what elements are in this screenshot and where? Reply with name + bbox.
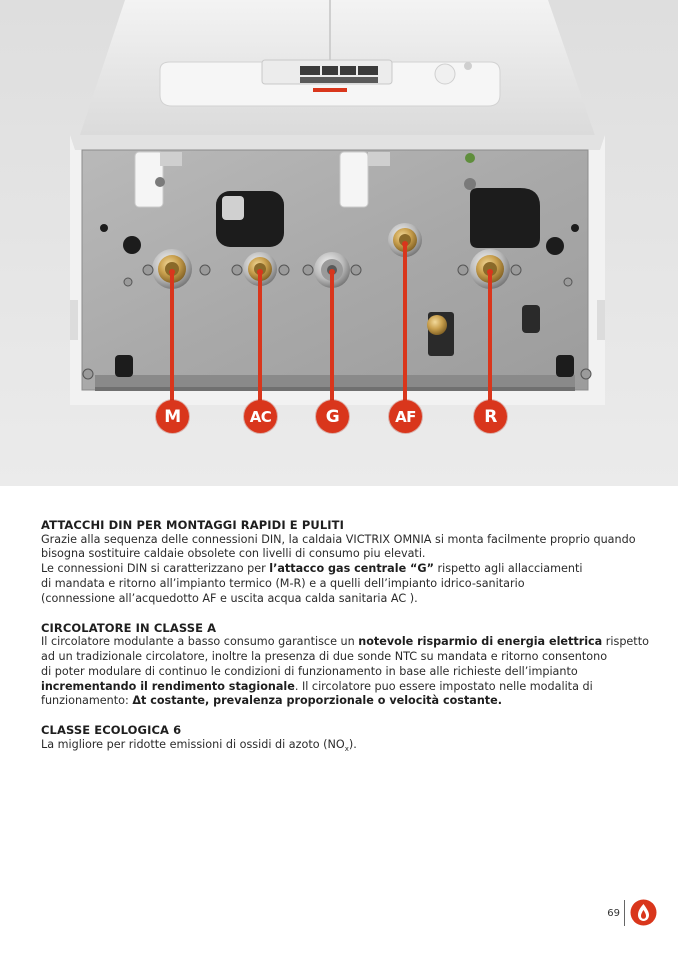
text-line bbox=[41, 665, 641, 680]
bold-text: incrementando il rendimento stagionale bbox=[41, 679, 295, 693]
text-segment: (connessione all’acquedotto AF e uscita acqua calda sanitaria AC ). bbox=[41, 591, 418, 605]
label-r: R bbox=[474, 400, 507, 433]
text-segment: ). bbox=[348, 738, 357, 752]
text-segment: di poter modulare di continuo le condizioni di funzionamento in base alle richieste dell’impianto bbox=[41, 664, 578, 678]
section-title: ATTACCHI DIN PER MONTAGGI RAPIDI E PULITI bbox=[41, 518, 344, 532]
label-g: G bbox=[316, 400, 349, 433]
text-segment: . Il circolatore puo essere impostato nelle modalita di bbox=[294, 679, 593, 693]
text-line bbox=[41, 680, 641, 695]
section-1 bbox=[41, 620, 649, 709]
label-m: M bbox=[156, 400, 189, 433]
text-line bbox=[41, 562, 641, 577]
page-divider bbox=[624, 900, 625, 926]
text-line bbox=[41, 694, 641, 709]
section-title: CLASSE ECOLOGICA 6 bbox=[41, 723, 182, 738]
bold-text: Δt costante, prevalenza proporzionale o velocità costante. bbox=[132, 694, 502, 708]
text-segment: funzionamento: bbox=[41, 694, 133, 708]
text-segment: ad un tradizionale circolatore, inoltre la presenza di due sonde NTC su mandata e ritorno consentono bbox=[41, 650, 608, 664]
text-segment: La migliore per ridotte emissioni di ossidi di azoto (NO bbox=[41, 738, 345, 752]
bold-text: l’attacco gas centrale “G” bbox=[269, 562, 434, 576]
text-segment: Il circolatore modulante a basso consumo garantisce un bbox=[41, 635, 359, 649]
flame-logo-icon bbox=[630, 899, 657, 926]
section-body bbox=[41, 635, 649, 709]
section-title: CIRCOLATORE IN CLASSE A bbox=[41, 620, 217, 635]
text-segment: Le connessioni DIN si caratterizzano per bbox=[41, 562, 270, 576]
text-line bbox=[41, 577, 641, 592]
text-segment: di mandata e ritorno all’impianto termico (M-R) e a quelli dell’impianto idrico-sanitario bbox=[41, 576, 525, 590]
section-0 bbox=[41, 518, 641, 606]
section-body bbox=[41, 738, 641, 757]
label-af: AF bbox=[389, 400, 422, 433]
bold-text: notevole risparmio di energia elettrica bbox=[358, 635, 603, 649]
subscript-text: x bbox=[344, 745, 349, 754]
text-line bbox=[41, 547, 641, 562]
text-line bbox=[41, 650, 641, 665]
text-line bbox=[41, 592, 641, 607]
section-2 bbox=[41, 723, 641, 757]
section-body bbox=[41, 533, 641, 607]
label-ac: AC bbox=[244, 400, 277, 433]
text-line bbox=[41, 738, 641, 757]
text-segment: bisogna sostituire caldaie obsolete con livelli di consumo piu elevati. bbox=[41, 547, 426, 561]
body-text bbox=[41, 518, 649, 772]
text-line bbox=[41, 635, 649, 650]
text-segment: rispetto bbox=[602, 635, 649, 649]
page-number: 69 bbox=[607, 908, 620, 919]
text-segment: rispetto agli allacciamenti bbox=[433, 562, 583, 576]
text-line bbox=[41, 533, 641, 548]
text-segment: Grazie alla sequenza delle connessioni DIN, la caldaia VICTRIX OMNIA si monta facilmente proprio quando bbox=[41, 532, 636, 546]
